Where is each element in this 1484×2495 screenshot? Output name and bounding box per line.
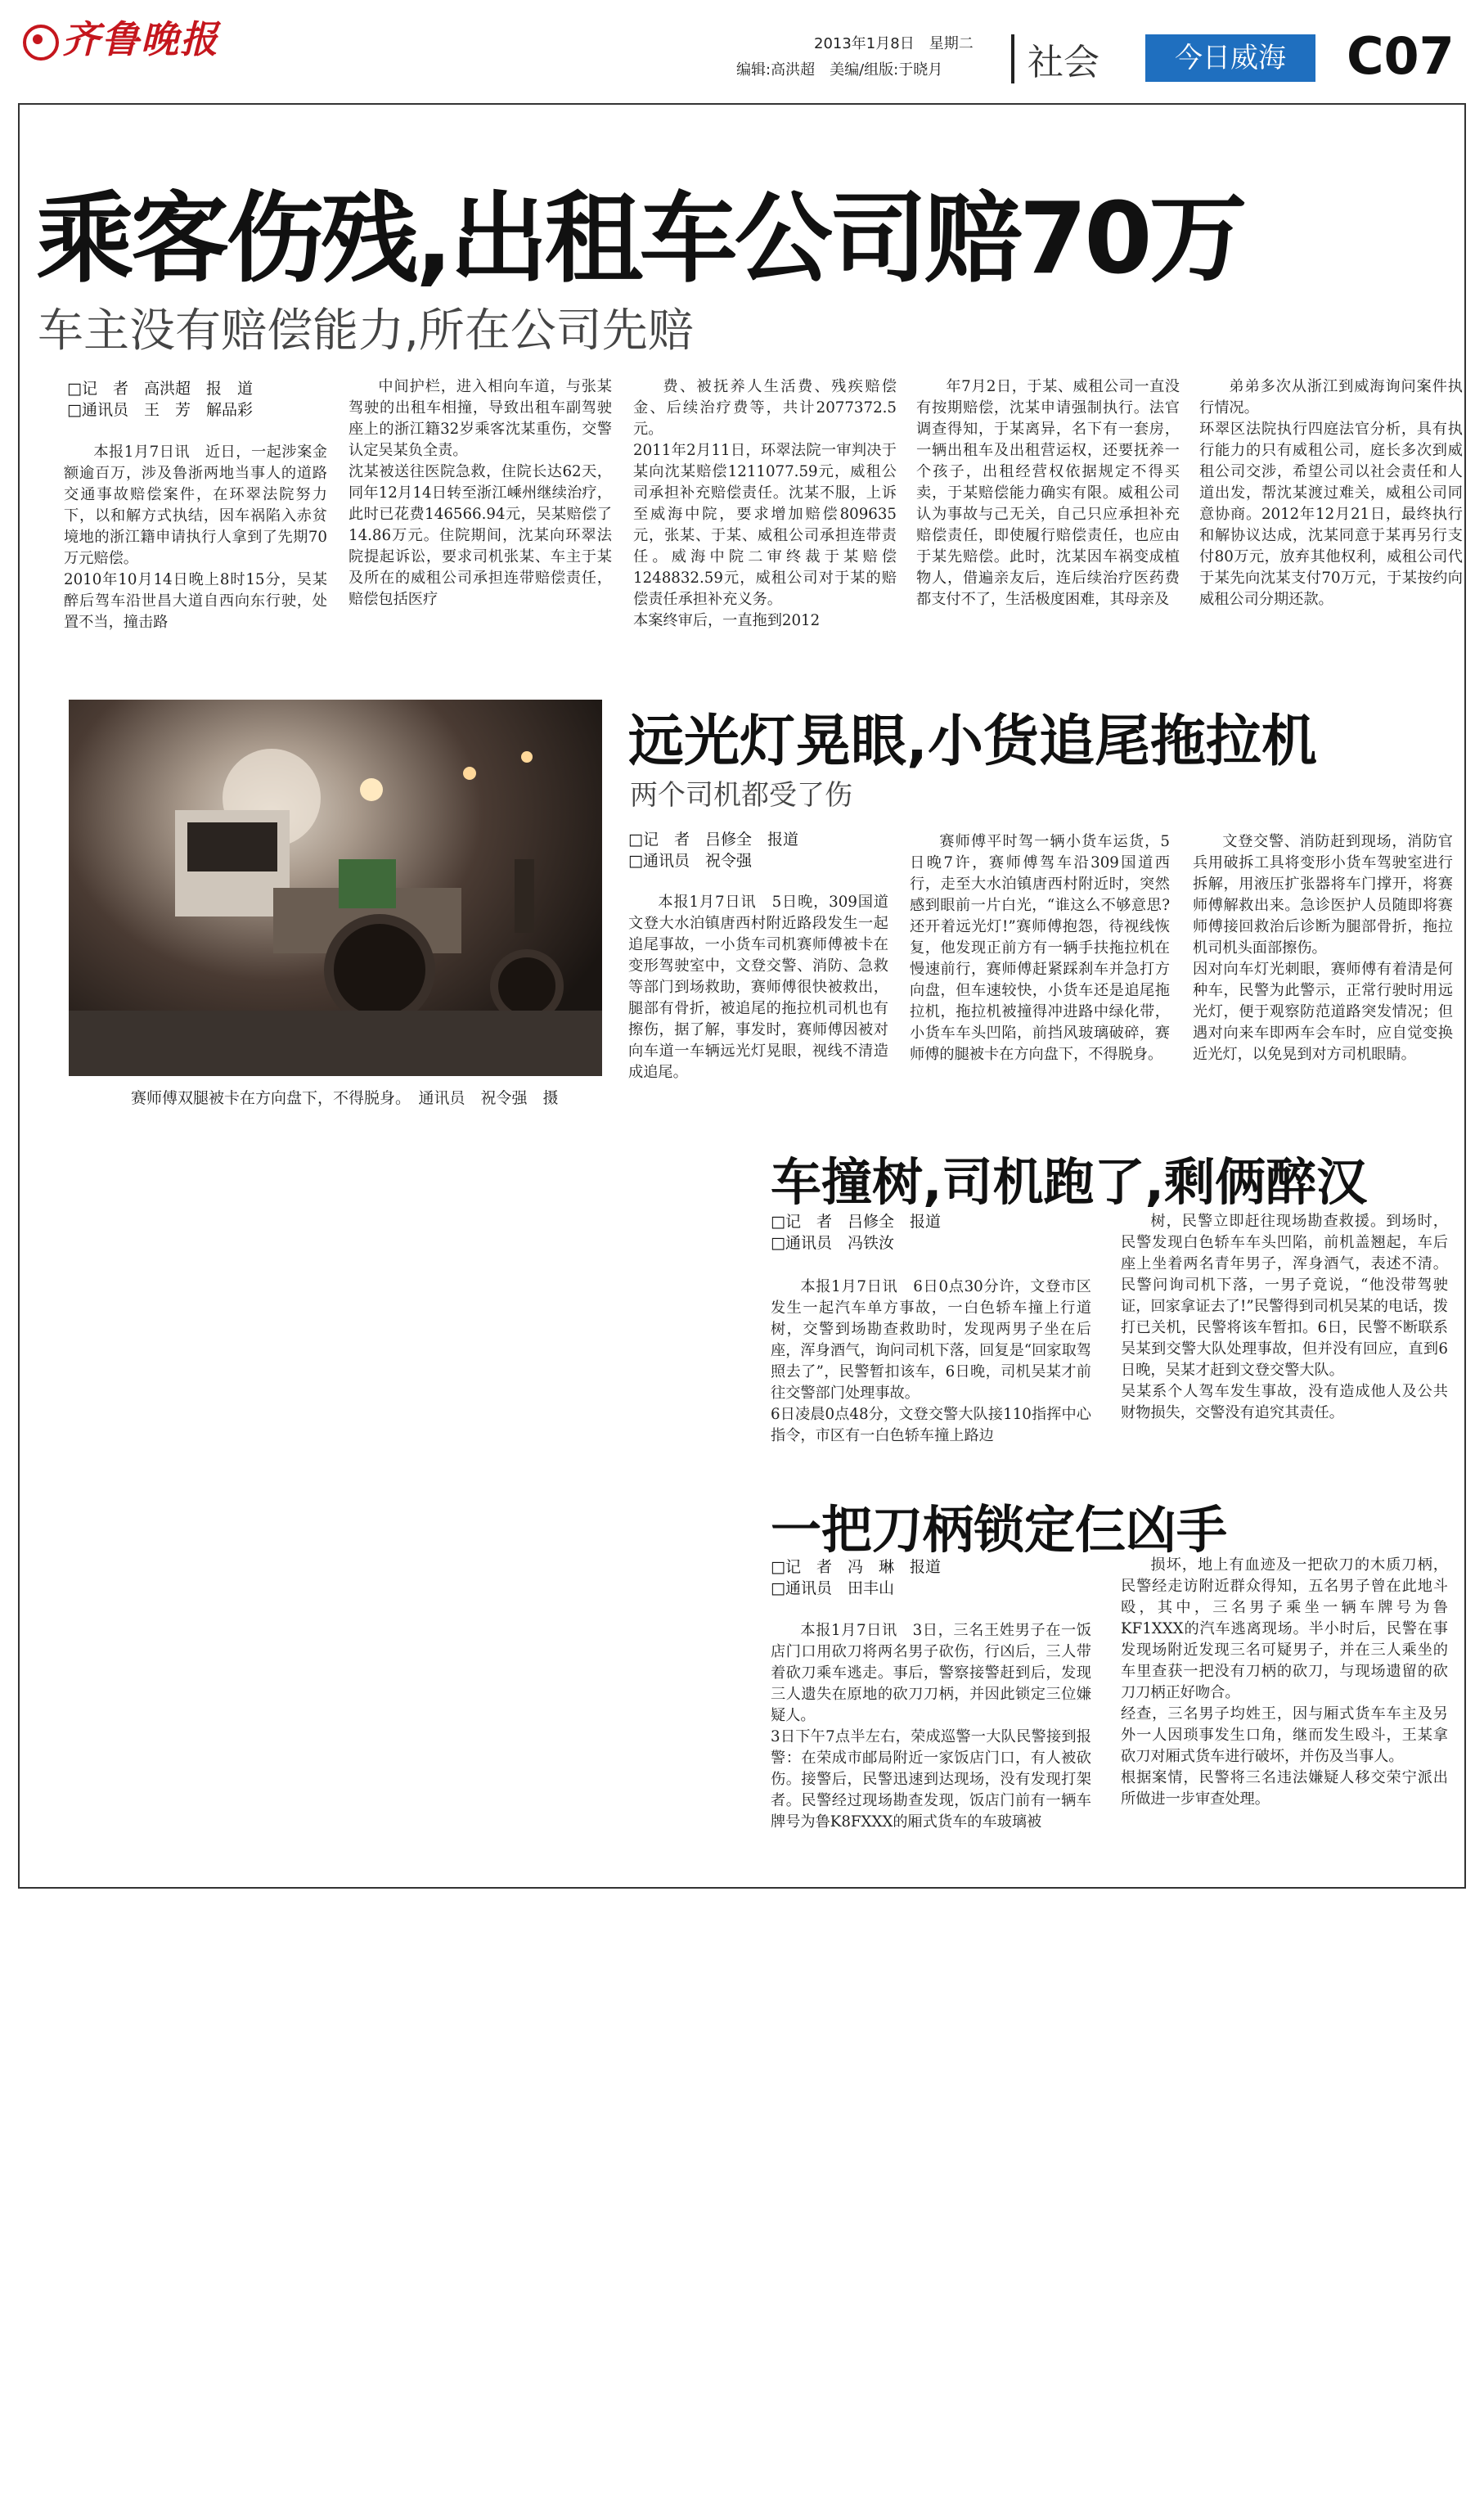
story1-headline: 乘客伤残,出租车公司赔70万 [36,182,1244,296]
editor-line: 编辑:高洪超 美编/组版:于晓月 [736,61,943,79]
story1-col-3 [633,376,897,691]
logo-emblem-icon [23,25,59,61]
date-line: 2013年1月8日 星期二 [814,35,974,52]
paragraph: 费、被抚养人生活费、残疾赔偿金、后续治疗费等，共计2077372.5元。 2011年2月11日，环翠法院一审判决于某向沈某赔偿1211077.59元，威租公司承担补充赔偿责任。沈某不服，上诉至威海中院，要求增加赔偿809635元，张某、于某、威租公司承担连带责任。威海中院二审终裁于某赔偿1248832.59元，威租公司对于某的赔偿责任承担补充义务。 本案终审后，一直拖到2012 [633,378,897,629]
paragraph: 赛师傅平时驾一辆小货车运货，5日晚7许，赛师傅驾车沿309国道西行，走至大水泊镇唐西村附近时，突然感到眼前一片白光，“谁这么不够意思?还开着远光灯!”赛师傅抱怨，待视线恢复，他发现正前方有一辆手扶拖拉机在慢速前行，赛师傅赶紧踩刹车并急打方向盘，但车速较快，小货车还是追尾拖拉机，拖拉机被撞得冲进路中绿化带，小货车车头凹陷，前挡风玻璃破碎，赛师傅的腿被卡在方向盘下，不得脱身。 [910,833,1170,1063]
story1-byline: □记 者 高洪超 报 道 □通讯员 王 芳 解品彩 [67,380,253,419]
paragraph: 弟弟多次从浙江到威海询问案件执行情况。 环翠区法院执行四庭法官分析，具有执行能力的只有威租公司，庭长多次到威租公司交涉，希望公司以社会责任和人道出发，帮沈某渡过难关，威租公司同意协商。2012年12月21日，最终执行和解协议达成，沈某同意于某再另行支付80万元，放弃其他权利，威租公司代于某先向沈某支付70万元，于某按约向威租公司分期还款。 [1199,378,1463,608]
newspaper-logo [23,10,219,64]
page-number: C07 [1347,26,1455,86]
photo-caption: 赛师傅双腿被卡在方向盘下，不得脱身。 通讯员 祝令强 摄 [131,1089,559,1107]
region-badge: 今日威海 [1145,34,1315,82]
story4-byline: □记 者 冯 琳 报道 □通讯员 田丰山 [771,1558,941,1597]
paragraph: 本报1月7日讯 6日0点30分许，文登市区发生一起汽车单方事故，一白色轿车撞上行道树，交警到场勘查救助时，发现两男子坐在后座，浑身酒气，询问司机下落，回复是“回家取驾照去了”，民警暂扣该车，6日晚，司机吴某才前往交警部门处理事故。 6日凌晨0点48分，文登交警大队接110指挥中心指令，市区有一白色轿车撞上路边 [771,1278,1091,1444]
paragraph: 本报1月7日讯 3日，三名王姓男子在一饭店门口用砍刀将两名男子砍伤，行凶后，三人带着砍刀乘车逃走。事后，警察接警赶到后，发现三人遗失在原地的砍刀刀柄，并因此锁定三位嫌疑人。 3日下午7点半左右，荣成巡警一大队民警接到报警：在荣成市邮局附近一家饭店门口，有人被砍伤。接警后，民警迅速到达现场，没有发现打架者。民警经过现场勘查发现，饭店门前有一辆车牌号为鲁K8FXXX的厢式货车的车玻璃被 [771,1622,1091,1831]
story4-col-2 [1121,1555,1448,1866]
paragraph: 本报1月7日讯 5日晚，309国道文登大水泊镇唐西村附近路段发生一起追尾事故，一小货车司机赛师傅被卡在变形驾驶室中，文登交警、消防、急救等部门到场救助，赛师傅很快被救出，腿部有骨折，被追尾的拖拉机司机也有擦伤，据了解，事发时，赛师傅因被对向车道一车辆远光灯晃眼，视线不清造成追尾。 [628,894,888,1081]
story2-col-2 [910,831,1170,1097]
story2-subhead: 两个司机都受了伤 [630,779,852,812]
story3-headline: 车撞树,司机跑了,剩俩醉汉 [771,1152,1368,1212]
story4-col-1 [771,1620,1091,1866]
paragraph: 文登交警、消防赶到现场，消防官兵用破拆工具将变形小货车驾驶室进行拆解，用液压扩张器将车门撑开，将赛师傅解救出来。急诊医护人员随即将赛师傅接回救治后诊断为腿部骨折，拖拉机司机头面部擦伤。 因对向车灯光刺眼，赛师傅有着清是何种车，民警为此警示，正常行驶时用远光灯，便于观察防范道路突发情况；但遇对向来车即两车会车时，应自觉变换近光灯，以免晃到对方司机眼睛。 [1193,833,1453,1063]
story1-subhead: 车主没有赔偿能力,所在公司先赔 [38,304,694,358]
story2-byline: □记 者 吕修全 报道 □通讯员 祝令强 [628,831,798,870]
accident-photo-illustration [69,700,602,1076]
story1-col-5 [1199,376,1463,691]
story3-col-2 [1121,1211,1448,1473]
story1-col-2 [349,376,612,691]
story2-col-3 [1193,831,1453,1097]
accident-photo [69,700,602,1076]
paragraph: 本报1月7日讯 近日，一起涉案金额逾百万，涉及鲁浙两地当事人的道路交通事故赔偿案件，在环翠法院努力下，以和解方式执结，因车祸陷入赤贫境地的浙江籍申请执行人拿到了先期70万元赔偿。 2010年10月14日晚上8时15分，吴某醉后驾车沿世昌大道自西向东行驶，处置不当，撞击路 [64,444,327,631]
paragraph: 中间护栏，进入相向车道，与张某驾驶的出租车相撞，导致出租车副驾驶座上的浙江籍32岁乘客沈某重伤，交警认定吴某负全责。 沈某被送往医院急救，住院长达62天，同年12月14日转至浙江嵊州继续治疗，此时已花费146566.94元，吴某赔偿了14.86万元。住院期间，沈某向环翠法院提起诉讼，要求司机张某、车主于某及所在的威租公司承担连带赔偿责任，赔偿包括医疗 [349,378,612,608]
paragraph: 树，民警立即赶往现场勘查救援。到场时，民警发现白色轿车车头凹陷，前机盖翘起，车后座上坐着两名青年男子，浑身酒气，表述不清。民警问询司机下落，一男子竟说，“他没带驾驶证，回家拿证去了!”民警得到司机吴某的电话，拨打已关机，民警将该车暂扣。6日，民警不断联系吴某到交警大队处理事故，但并没有回应，直到6日晚，吴某才赶到文登交警大队。 吴某系个人驾车发生事故，没有造成他人及公共财物损失，交警没有追究其责任。 [1121,1213,1448,1421]
paragraph: 年7月2日，于某、威租公司一直没有按期赔偿，沈某申请强制执行。法官调查得知，于某离异，名下有一套房，一辆出租车及出租营运权，还要抚养一个孩子，出租经营权依据规定不得买卖，于某赔偿能力确实有限。威租公司认为事故与己无关，自己只应承担补充赔偿责任，即使履行赔偿责任，也应由于某先赔偿。此时，沈某因车祸变成植物人，借遍亲友后，连后续治疗医药费都支付不了，生活极度困难，其母亲及 [916,378,1180,608]
masthead-divider [1011,34,1014,83]
story4-headline: 一把刀柄锁定仨凶手 [771,1500,1228,1560]
story1-col-4 [916,376,1180,691]
logo-text: 齐鲁晚报 [62,17,219,61]
paragraph: 损坏，地上有血迹及一把砍刀的木质刀柄，民警经走访附近群众得知，五名男子曾在此地斗殴，其中，三名男子乘坐一辆车牌号为鲁KF1XXX的汽车逃离现场。半小时后，民警在事发现场附近发现三名可疑男子，并在三人乘坐的车里查获一把没有刀柄的砍刀，与现场遗留的砍刀刀柄正好吻合。 经查，三名男子均姓王，因与厢式货车车主及另外一人因琐事发生口角，继而发生殴斗，王某拿砍刀对厢式货车进行破坏，并伤及当事人。 根据案情，民警将三名违法嫌疑人移交荣宁派出所做进一步审查处理。 [1121,1556,1448,1808]
story3-col-1 [771,1277,1091,1473]
story2-col-1 [628,892,888,1097]
story1-col-1 [64,442,327,687]
story3-byline: □记 者 吕修全 报道 □通讯员 冯铁汝 [771,1213,941,1252]
story2-headline: 远光灯晃眼,小货追尾拖拉机 [628,709,1317,774]
section-title: 社会 [1028,42,1100,83]
